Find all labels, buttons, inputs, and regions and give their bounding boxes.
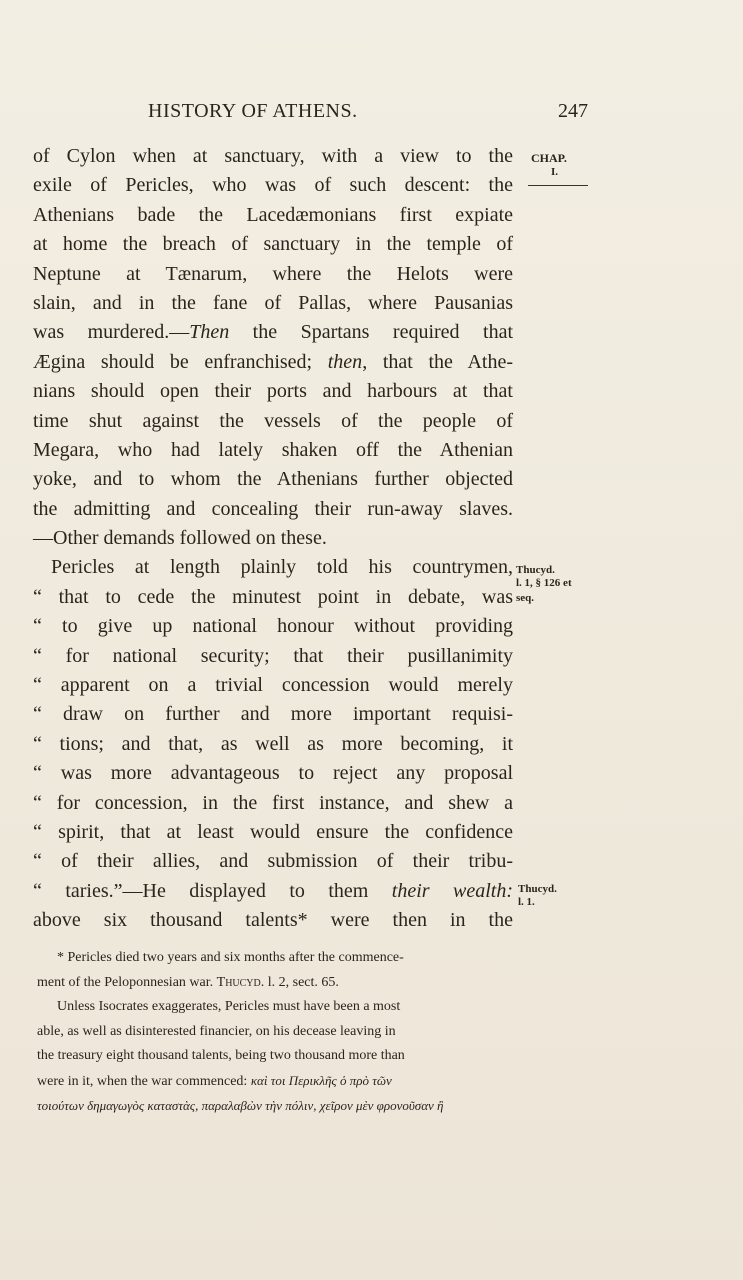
margin-ref-thucyd-2: Thucyd.: [518, 883, 557, 895]
footnote-line: were in it, when the war commenced: καὶ τοι Περικλῆς ὁ πρὸ τῶν: [37, 1072, 392, 1089]
text-line: “ spirit, that at least would ensure the confidence: [33, 820, 513, 843]
emphasis-then: then: [327, 350, 363, 373]
text-line: time shut against the vessels of the people of: [33, 409, 513, 432]
text-line: above six thousand talents* were then in the: [33, 909, 513, 932]
emphasis-their-wealth: their wealth:: [391, 879, 514, 902]
margin-rule: [528, 185, 588, 186]
margin-ref-thucyd-2-cite: l. 1.: [518, 896, 535, 908]
footnote-line: Unless Isocrates exaggerates, Pericles must have been a most: [57, 999, 401, 1014]
text-line: Neptune at Tænarum, where the Helots were: [33, 262, 513, 285]
footnote-line: ment of the Peloponnesian war. Thucyd. l. 2, sect. 65.: [37, 974, 339, 990]
text-line: “ that to cede the minutest point in debate, was: [33, 585, 513, 608]
text-line: Pericles at length plainly told his countrymen,: [51, 556, 513, 579]
page-number: 247: [558, 100, 588, 122]
main-text: [33, 142, 513, 936]
text-line: at home the breach of sanctuary in the temple of: [33, 233, 513, 256]
text-line: of Cylon when at sanctuary, with a view to the: [33, 145, 513, 167]
margin-chapter-label: CHAP.: [531, 151, 567, 165]
text-line: slain, and in the fane of Pallas, where Pausanias: [33, 291, 513, 314]
text-line: “ apparent on a trivial concession would merely: [33, 674, 513, 697]
text-line: “ draw on further and more important requisi-: [33, 703, 513, 726]
text-line: —Other demands followed on these.: [33, 527, 327, 550]
thucyd-citation: Thucyd.: [216, 974, 265, 990]
margin-ref-thucyd-1: Thucyd.: [516, 564, 555, 576]
text-line: Megara, who had lately shaken off the Athenian: [33, 438, 513, 461]
footnote-line: * Pericles died two years and six months after the commence-: [57, 950, 404, 965]
text-line: “ tions; and that, as well as more becoming, it: [33, 732, 513, 755]
text-line: exile of Pericles, who was of such descent: the: [33, 174, 513, 197]
text-line: “ for concession, in the first instance, and shew a: [33, 791, 513, 814]
emphasis-then: Then: [189, 321, 230, 344]
text-line: Ægina should be enfranchised; then, that the Athe-: [33, 350, 513, 373]
text-line: “ to give up national honour without providing: [33, 615, 513, 638]
text-line: “ was more advantageous to reject any proposal: [33, 762, 513, 785]
text-line: “ of their allies, and submission of their tribu-: [33, 850, 513, 873]
text-line: yoke, and to whom the Athenians further objected: [33, 468, 513, 491]
margin-chapter-number: I.: [551, 166, 559, 178]
footnote-line: the treasury eight thousand talents, being two thousand more than: [37, 1048, 405, 1063]
footnote-line: able, as well as disinterested financier, on his decease leaving in: [37, 1023, 396, 1039]
text-line: “ taries.”—He displayed to them their wealth:: [33, 879, 514, 902]
text-line: the admitting and concealing their run-away slaves.: [33, 497, 513, 520]
page-title: HISTORY OF ATHENS.: [148, 100, 358, 122]
text-line: was murdered.—Then the Spartans required that: [33, 321, 513, 344]
text-line: “ for national security; that their pusillanimity: [33, 644, 513, 667]
text-line: Athenians bade the Lacedæmonians first expiate: [33, 203, 513, 226]
running-head: [0, 100, 743, 128]
margin-ref-thucyd-1-seq: seq.: [516, 592, 535, 604]
margin-ref-thucyd-1-cite: l. 1, § 126 et: [516, 577, 572, 589]
text-line: nians should open their ports and harbours at that: [33, 380, 513, 403]
greek-quote-line: τοιούτων δημαγωγὸς καταστὰς, παραλαβὼν τὴν πόλιν, χεῖρον μὲν φρονοῦσαν ἢ: [37, 1098, 444, 1113]
greek-quote: καὶ τοι Περικλῆς ὁ πρὸ τῶν: [250, 1072, 392, 1088]
footnotes: [37, 946, 515, 1119]
